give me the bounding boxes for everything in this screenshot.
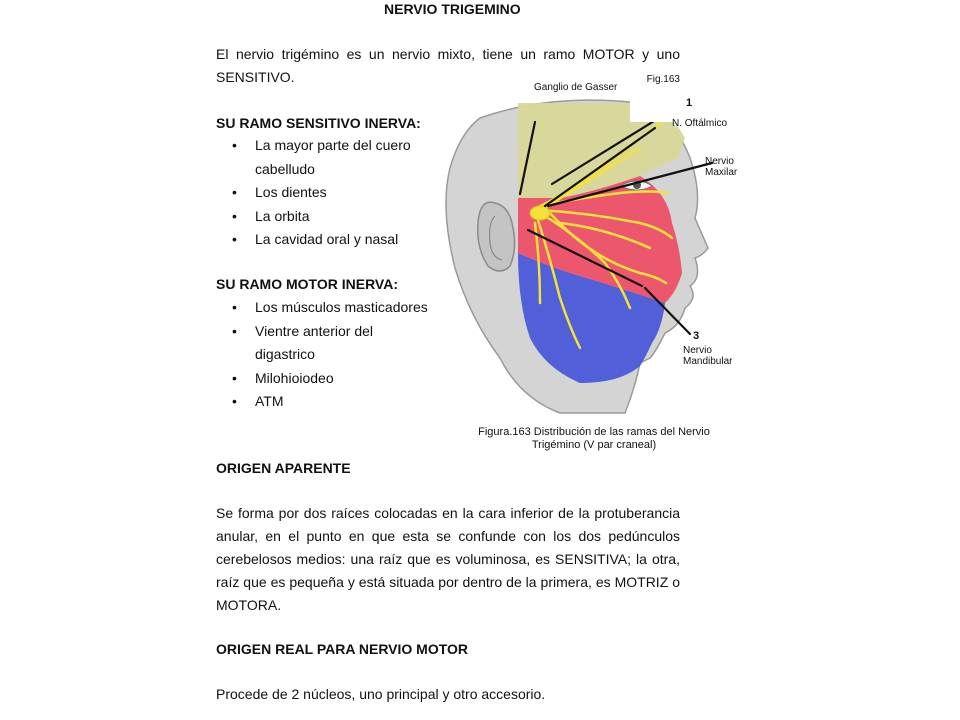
list-item: • ATM	[232, 390, 432, 414]
list-item: • Vientre anterior del	[232, 320, 432, 344]
origen-aparente-heading: ORIGEN APARENTE	[216, 460, 351, 476]
list-item-continuation: digastrico	[255, 346, 315, 362]
origen-aparente-text: Se forma por dos raíces colocadas en la cara inferior de la protuberancia anular, en el punto en que esta se confunde con los dos pedúnculos cerebelosos medios: una raíz que es voluminosa, es SENSITIVA; la otra, raíz que es pequeña y está situada por dentro de la primera, es MOTRIZ o MOTORA.	[216, 505, 680, 613]
list-item: • La mayor parte del cuero	[232, 134, 432, 158]
origen-real-text: Procede de 2 núcleos, uno principal y otro accesorio.	[216, 686, 546, 702]
intro-text: El nervio trigémino es un nervio mixto, tiene un ramo MOTOR y uno SENSITIVO.	[216, 46, 680, 85]
list-item: • La orbita	[232, 205, 432, 229]
trigeminal-figure	[440, 98, 745, 416]
list-item: • La cavidad oral y nasal	[232, 228, 432, 252]
label-number-1: 1	[686, 97, 693, 109]
page-title: NERVIO TRIGEMINO	[384, 1, 521, 17]
origen-real-heading: ORIGEN REAL PARA NERVIO MOTOR	[216, 641, 469, 657]
label-mandibular-line2: Mandibular	[683, 356, 733, 367]
caption-line-1: Figura.163 Distribución de las ramas del Nervio	[478, 426, 710, 438]
list-item: • Los músculos masticadores	[232, 296, 432, 320]
sensitive-heading: SU RAMO SENSITIVO INERVA:	[216, 115, 421, 131]
list-item: • Los dientes	[232, 181, 432, 205]
caption-line-2: Trigémino (V par craneal)	[531, 439, 657, 451]
label-oftalmico: N. Oftálmico	[672, 118, 728, 129]
motor-list	[232, 296, 432, 414]
motor-heading: SU RAMO MOTOR INERVA:	[216, 276, 399, 292]
list-item-continuation: cabelludo	[255, 160, 315, 177]
label-number-3: 3	[693, 330, 700, 342]
list-item: • Milohioiodeo	[232, 367, 432, 391]
ganglion	[530, 206, 550, 220]
label-maxilar-line2: Maxilar	[705, 167, 738, 178]
label-mandibular-line1: Nervio	[683, 345, 712, 356]
figure-caption	[470, 426, 718, 452]
sensitive-list	[232, 134, 432, 252]
label-ganglio-gasser: Ganglio de Gasser	[534, 82, 618, 93]
label-maxilar-line1: Nervio	[705, 156, 734, 167]
figure-reference: Fig.163	[646, 74, 680, 85]
